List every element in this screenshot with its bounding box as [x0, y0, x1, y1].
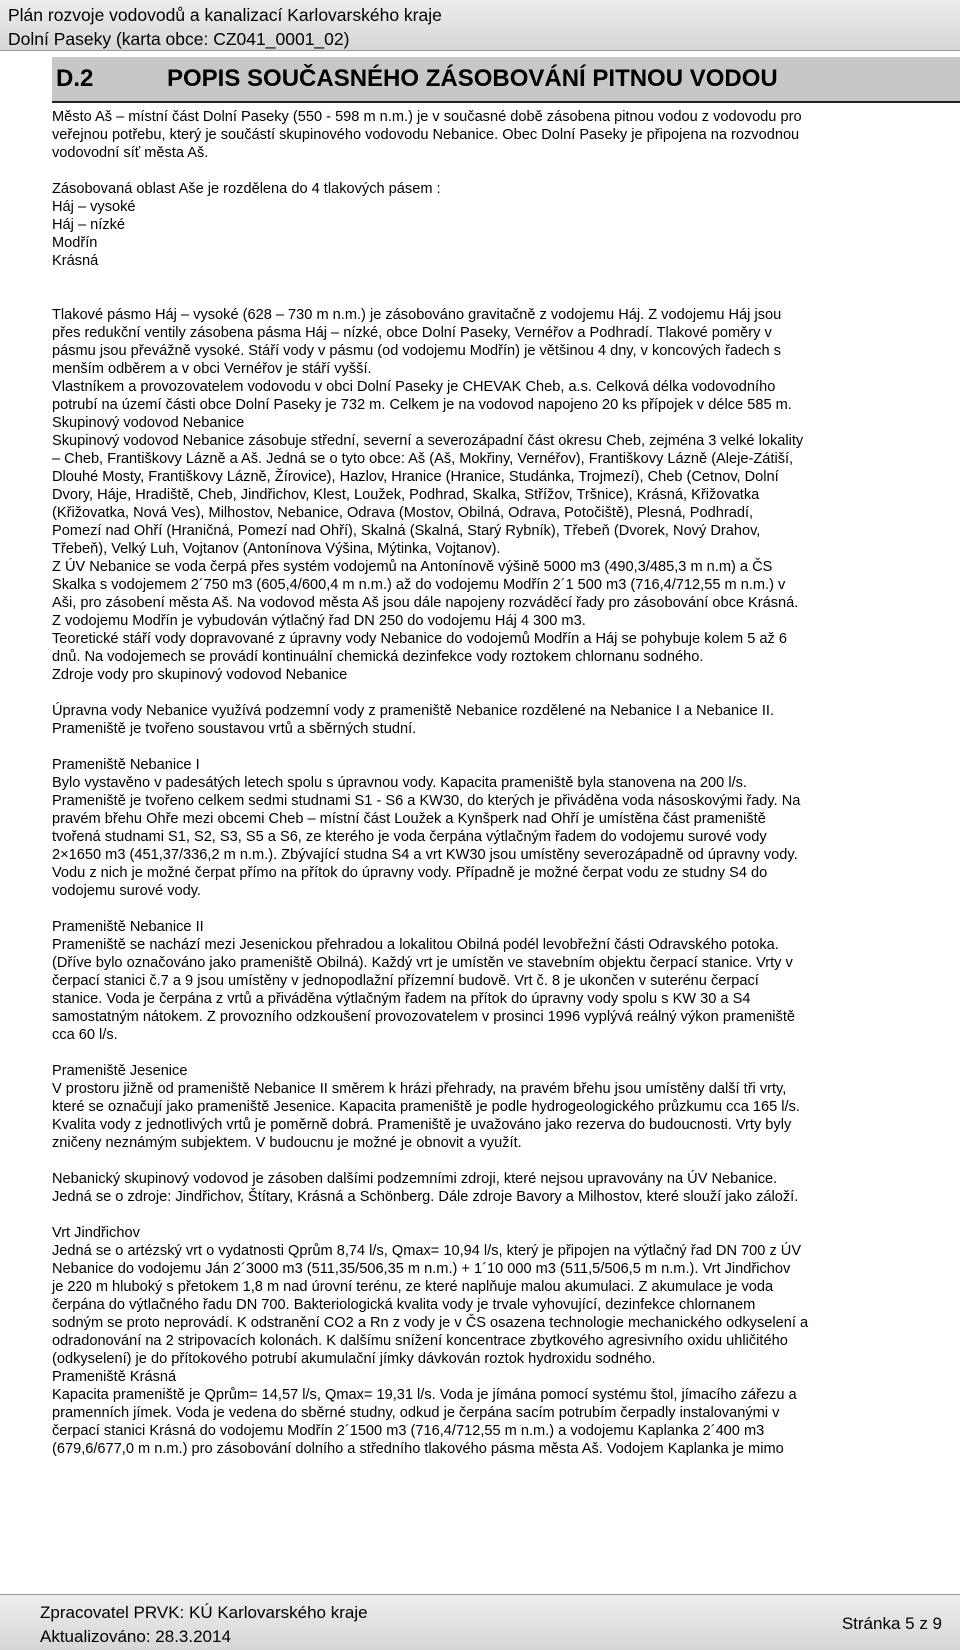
text-line: sodným se proto neprovádí. K odstranění CO2 a Rn z vody je v ČS osazena technologie mechanického odkyselení a: [52, 1315, 809, 1331]
header-title: Plán rozvoje vodovodů a kanalizací Karlovarského kraje: [8, 5, 442, 25]
section-number: D.2: [56, 65, 94, 92]
text-line: je 220 m hluboký s přetokem 1,8 m nad úrovní terénu, ze které naplňuje malou akumulaci. Z akumulace je voda: [52, 1279, 774, 1295]
text-line: Kvalita vody z jednotlivých vrtů je poměrně dobrá. Prameniště je uvažováno jako rezerva do budoucnosti. Vrty byly: [52, 1117, 792, 1133]
text-line: Z vodojemu Modřín je vybudován výtlačný řad DN 250 do vodojemu Háj 4 300 m3.: [52, 613, 586, 629]
text-line: V prostoru jižně od prameniště Nebanice II směrem k hrázi přehrady, na pravém břehu jsou umístěny další tři vrty,: [52, 1081, 787, 1097]
text-line: vodojemu surové vody.: [52, 883, 201, 899]
text-line: vodovodní síť města Aš.: [52, 145, 209, 161]
text-line: (odkyselení) je do přítokového potrubí akumulační jímky dávkován roztok hydroxidu sodného.: [52, 1351, 656, 1367]
text-line: odradonování na 2 stripovacích kolonách. K dalšímu snížení koncentrace zbytkového agresivního oxidu uhličitého: [52, 1333, 788, 1349]
text-line: Úpravna vody Nebanice využívá podzemní vody z prameniště Nebanice rozdělené na Nebanice I a Nebanice II.: [52, 703, 774, 719]
text-line: Město Aš – místní část Dolní Paseky (550 - 598 m n.m.) je v současné době zásobena pitnou vodou z vodovodu pro: [52, 109, 802, 125]
text-line: Skupinový vodovod Nebanice: [52, 415, 245, 431]
text-line: Bylo vystavěno v padesátých letech spolu s úpravnou vody. Kapacita prameniště byla stanovena na 200 l/s.: [52, 775, 747, 791]
text-line: Skupinový vodovod Nebanice zásobuje střední, severní a severozápadní část okresu Cheb, zejména 3 velké lokality: [52, 433, 804, 449]
text-line: Vrt Jindřichov: [52, 1225, 140, 1241]
footer-updated: Aktualizováno: 28.3.2014: [40, 1627, 231, 1646]
page-number: Stránka 5 z 9: [841, 1614, 942, 1633]
text-line: tvořená studnami S1, S2, S3, S5 a S6, ze kterého je voda čerpána výtlačným řadem do vodojemu surové vody: [52, 829, 767, 845]
text-line: Vlastníkem a provozovatelem vodovodu v obci Dolní Paseky je CHEVAK Cheb, a.s. Celková délka vodovodního: [52, 379, 776, 395]
text-line: Třebeň), Velký Luh, Vojtanov (Antonínova Výšina, Mýtinka, Vojtanov).: [52, 541, 501, 557]
text-line: Z ÚV Nebanice se voda čerpá přes systém vodojemů na Antonínově výšině 5000 m3 (490,3/485,3 m n.m) a ČS: [52, 559, 773, 575]
blank-line: [52, 162, 952, 180]
text-line: pravém břehu Ohře mezi obcemi Cheb – místní část Loužek a Kynšperk nad Ohří je umístěna část prameniště: [52, 811, 766, 827]
text-line: zničeny neznámým subjektem. V budoucnu je možné je obnovit a využít.: [52, 1135, 522, 1151]
blank-line: [52, 684, 952, 702]
text-line: Pomezí nad Ohří (Hraničná, Pomezí nad Ohří), Skalná (Skalná, Starý Rybník), Třebeň (Dvorek, Nový Drahov,: [52, 523, 761, 539]
text-line: Prameniště Nebanice I: [52, 757, 200, 773]
text-line: Nebanice do vodojemu Ján 2´3000 m3 (511,35/506,35 m n.m.) + 1´10 000 m3 (511,5/506,5 m n.m.). Vrt Jindřichov: [52, 1261, 791, 1277]
text-line: Dvory, Háje, Hradiště, Cheb, Jindřichov, Klest, Loužek, Podhrad, Skalka, Střížov, Tršnice), Krásná, Křižovatka: [52, 487, 760, 503]
header-subtitle: Dolní Paseky (karta obce: CZ041_0001_02): [8, 29, 350, 49]
text-line: (679,6/677,0 m n.m.) pro zásobování dolního a středního tlakového pásma města Aš. Vodojem Kaplanka je mimo: [52, 1441, 784, 1457]
blank-line: [52, 270, 952, 288]
text-line: čerpací stanici č.7 a 9 jsou umístěny v jednopodlažní přízemní budově. Vrt č. 8 je ukončen v suterénu čerpací: [52, 973, 759, 989]
text-line: Krásná: [52, 253, 99, 269]
text-line: Zásobovaná oblast Aše je rozdělena do 4 tlakových pásem :: [52, 181, 441, 197]
blank-line: [52, 1206, 952, 1224]
text-line: 2×1650 m3 (451,37/336,2 m n.m.). Zbývající studna S4 a vrt KW30 jsou umístěny severozápadně od úpravny vody.: [52, 847, 798, 863]
text-line: Jedná se o artézský vrt o vydatnosti Qprům 8,74 l/s, Qmax= 10,94 l/s, který je připojen na výtlačný řad DN 700 z ÚV: [52, 1243, 802, 1259]
text-line: (Křižovatka, Nová Ves), Milhostov, Nebanice, Odrava (Mostov, Obilná, Odrava, Potočiště), Plesná, Podhradí,: [52, 505, 754, 521]
text-line: Prameniště je tvořeno soustavou vrtů a sběrných studní.: [52, 721, 417, 737]
text-line: Prameniště Krásná: [52, 1369, 177, 1385]
text-line: Dlouhé Mosty, Františkovy Lázně, Žírovice), Hazlov, Hranice (Hranice, Studánka, Trojmezí), Cheb (Cetnov, Dolní: [52, 469, 779, 485]
document-footer: [0, 1594, 960, 1650]
text-line: Háj – nízké: [52, 217, 126, 233]
footer-author: Zpracovatel PRVK: KÚ Karlovarského kraje: [40, 1603, 368, 1622]
blank-line: [52, 900, 952, 918]
text-line: pramenních jímek. Voda je vedena do sběrné studny, odkud je čerpána sacím potrubím čerpadly instalovanými v: [52, 1405, 780, 1421]
text-line: Modřín: [52, 235, 98, 251]
text-line: Háj – vysoké: [52, 199, 136, 215]
text-line: veřejnou potřebu, který je součástí skupinového vodovodu Nebanice. Obec Dolní Paseky je připojena na rozvodnou: [52, 127, 800, 143]
blank-line: [52, 1152, 952, 1170]
text-line: přes redukční ventily zásobena pásma Háj – nízké, obce Dolní Paseky, Vernéřov a Podhradí. Tlakové poměry v: [52, 325, 772, 341]
text-line: samostatným nátokem. Z provozního odzkoušení provozovatelem v prosinci 1996 vyplývá reálný výkon prameniště: [52, 1009, 796, 1025]
text-line: Prameniště se nachází mezi Jesenickou přehradou a lokalitou Obilná podél levobřežní části Odravského potoka.: [52, 937, 779, 953]
text-line: Prameniště Nebanice II: [52, 919, 204, 935]
section-title: POPIS SOUČASNÉHO ZÁSOBOVÁNÍ PITNOU VODOU: [167, 65, 778, 92]
text-line: cca 60 l/s.: [52, 1027, 118, 1043]
text-line: Prameniště Jesenice: [52, 1063, 188, 1079]
text-line: pásmu jsou převážně vysoké. Stáří vody v pásmu (od vodojemu Modřín) je většinou 4 dny, v koncových řadech s: [52, 343, 781, 359]
text-line: Kapacita prameniště je Qprům= 14,57 l/s, Qmax= 19,31 l/s. Voda je jímána pomocí systému štol, jímacího zářezu a: [52, 1387, 797, 1403]
text-line: – Cheb, Františkovy Lázně a Aš. Jedná se o tyto obce: Aš (Aš, Mokřiny, Vernéřov), Františkovy Lázně (Aleje-Zátiší,: [52, 451, 794, 467]
text-line: dnů. Na vodojemech se provádí kontinuální chemická dezinfekce vody roztokem chlornanu sodného.: [52, 649, 704, 665]
text-line: Aši, pro zásobení města Aš. Na vodovod města Aš jsou dále napojeny rozváděcí řady pro zásobování obce Krásná.: [52, 595, 799, 611]
text-line: Zdroje vody pro skupinový vodovod Nebanice: [52, 667, 348, 683]
document-header: [0, 0, 960, 51]
blank-line: [52, 288, 952, 306]
text-line: (Dříve bylo označováno jako prameniště Obilná). Každý vrt je umístěn ve stavebním objektu čerpací stanice. Vrty v: [52, 955, 793, 971]
text-line: čerpána do výtlačného řadu DN 700. Bakteriologická kvalita vody je trvale vyhovující, dezinfekce chlornanem: [52, 1297, 756, 1313]
document-body: [52, 108, 952, 1458]
text-line: Nebanický skupinový vodovod je zásoben dalšími podzemními zdroji, které nejsou upravovány na ÚV Nebanice.: [52, 1171, 778, 1187]
text-line: Jedná se o zdroje: Jindřichov, Štítary, Krásná a Schönberg. Dále zdroje Bavory a Milhostov, které slouží jako záloží.: [52, 1189, 799, 1205]
text-line: které se označují jako prameniště Jesenice. Kapacita prameniště je podle hydrogeologického průzkumu cca 165 l/s.: [52, 1099, 800, 1115]
blank-line: [52, 738, 952, 756]
blank-line: [52, 1044, 952, 1062]
text-line: potrubí na území části obce Dolní Paseky je 732 m. Celkem je na vodovod napojeno 20 ks přípojek v délce 585 m.: [52, 397, 792, 413]
section-heading: [52, 57, 960, 103]
text-line: Skalka s vodojemem 2´750 m3 (605,4/600,4 m n.m.) až do vodojemu Modřín 2´1 500 m3 (716,4/712,55 m n.m.) v: [52, 577, 786, 593]
text-line: Teoretické stáří vody dopravované z úpravny vody Nebanice do vodojemů Modřín a Háj se pohybuje kolem 5 až 6: [52, 631, 787, 647]
text-line: menším odběrem a v obci Vernéřov je stáří vyšší.: [52, 361, 372, 377]
text-line: Tlakové pásmo Háj – vysoké (628 – 730 m n.m.) je zásobováno gravitačně z vodojemu Háj. Z vodojemu Háj jsou: [52, 307, 782, 323]
text-line: čerpací stanici Krásná do vodojemu Modřín 2´1500 m3 (716,4/712,55 m n.m.) a vodojemu Kaplanka 2´400 m3: [52, 1423, 765, 1439]
text-line: Vodu z nich je možné čerpat přímo na přítok do úpravny vody. Případně je možné čerpat vodu ze studny S4 do: [52, 865, 768, 881]
text-line: stanice. Voda je čerpána z vrtů a přiváděna výtlačným řadem na přítok do úpravny vody spolu s KW 30 a S4: [52, 991, 751, 1007]
text-line: Prameniště je tvořeno celkem sedmi studnami S1 - S6 a KW30, do kterých je přiváděna voda násoskovými řady. Na: [52, 793, 801, 809]
